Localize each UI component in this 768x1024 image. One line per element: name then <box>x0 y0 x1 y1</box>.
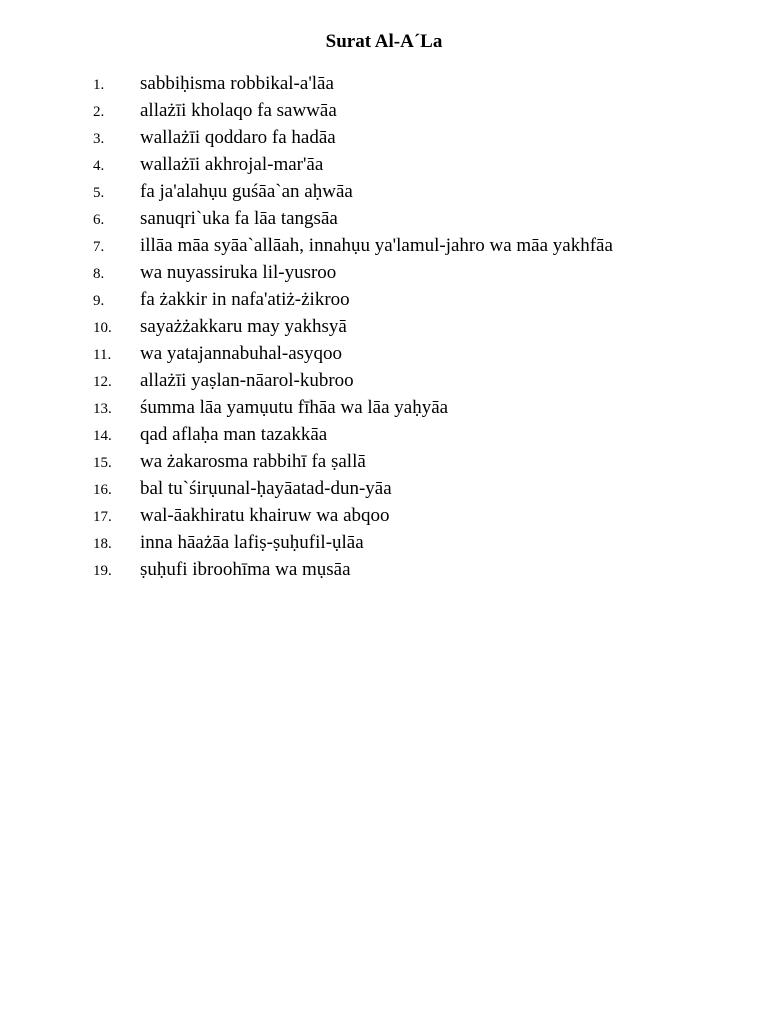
verse-number: 12. <box>93 374 112 390</box>
verse-text: wa żakarosma rabbihī fa ṣallā <box>140 451 366 472</box>
verse-number: 1. <box>93 77 105 93</box>
verse-item <box>93 152 653 179</box>
verse-number: 3. <box>93 131 105 147</box>
verse-number: 18. <box>93 536 112 552</box>
verse-item <box>93 530 653 557</box>
verse-number: 7. <box>93 239 105 255</box>
verse-text: śumma lāa yamụutu fīhāa wa lāa yaḥyāa <box>140 397 449 418</box>
verse-text: wal-āakhiratu khairuw wa abqoo <box>140 505 390 526</box>
verse-text: inna hāażāa lafiṣ-ṣuḥufil-ụlāa <box>140 532 364 553</box>
verse-number: 13. <box>93 401 112 417</box>
verse-item <box>93 98 653 125</box>
verse-text: allażīi kholaqo fa sawwāa <box>140 100 337 121</box>
verse-text: wa nuyassiruka lil-yusroo <box>140 262 337 283</box>
verse-item <box>93 476 653 503</box>
verse-text: sabbiḥisma robbikal-a'lāa <box>140 73 334 94</box>
verse-item <box>93 233 653 260</box>
verse-item <box>93 422 653 449</box>
verse-text: illāa māa syāa`allāah, innahụu ya'lamul-jahro wa māa yakhfāa <box>140 235 613 256</box>
verse-text: fa żakkir in nafa'atiż-żikroo <box>140 289 350 310</box>
verse-text: wallażīi qoddaro fa hadāa <box>140 127 336 148</box>
verse-text: fa ja'alahụu guśāa`an aḥwāa <box>140 181 353 202</box>
document-title: Surat Al-A´La <box>325 31 443 52</box>
verse-number: 4. <box>93 158 105 174</box>
verse-item <box>93 125 653 152</box>
verse-list <box>93 71 653 584</box>
verse-item <box>93 368 653 395</box>
verse-number: 19. <box>93 563 112 579</box>
verse-number: 10. <box>93 320 112 336</box>
verse-item <box>93 449 653 476</box>
verse-number: 11. <box>93 347 112 363</box>
verse-number: 16. <box>93 482 112 498</box>
verse-text: wa yatajannabuhal-asyqoo <box>140 343 343 364</box>
verse-text: sayażżakkaru may yakhsyā <box>140 316 347 337</box>
verse-item <box>93 395 653 422</box>
verse-item <box>93 206 653 233</box>
verse-item <box>93 314 653 341</box>
verse-item <box>93 179 653 206</box>
verse-item <box>93 71 653 98</box>
verse-text: qad aflaḥa man tazakkāa <box>140 424 328 445</box>
verse-number: 6. <box>93 212 105 228</box>
verse-text: ṣuḥufi ibroohīma wa mụsāa <box>140 559 351 580</box>
verse-number: 14. <box>93 428 112 444</box>
verse-item <box>93 341 653 368</box>
verse-number: 5. <box>93 185 105 201</box>
verse-text: bal tu`śirụunal-ḥayāatad-dun-yāa <box>140 478 392 499</box>
verse-text: wallażīi akhrojal-mar'āa <box>140 154 324 175</box>
verse-item <box>93 260 653 287</box>
verse-number: 9. <box>93 293 105 309</box>
verse-number: 15. <box>93 455 112 471</box>
verse-number: 2. <box>93 104 105 120</box>
verse-item <box>93 287 653 314</box>
verse-item <box>93 557 653 584</box>
verse-number: 17. <box>93 509 112 525</box>
verse-text: allażīi yaṣlan-nāarol-kubroo <box>140 370 354 391</box>
verse-number: 8. <box>93 266 105 282</box>
verse-text: sanuqri`uka fa lāa tangsāa <box>140 208 338 229</box>
verse-item <box>93 503 653 530</box>
